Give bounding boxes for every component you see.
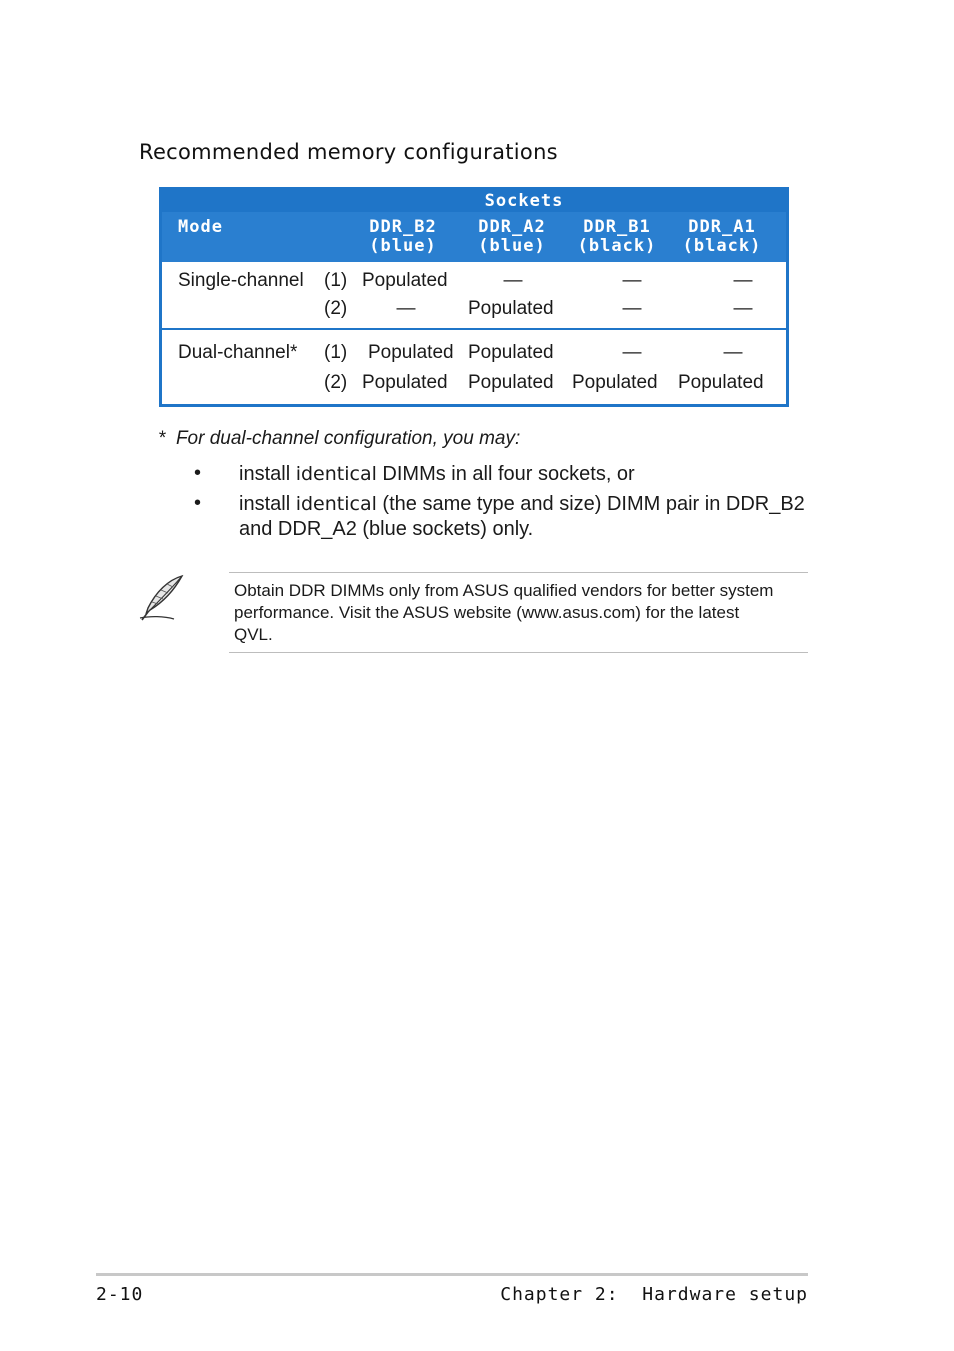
config-cell: (1) [324,270,348,291]
bullet-emphasis: identical [295,493,377,515]
chapter-title: Chapter 2: Hardware setup [500,1284,808,1305]
note-line: performance. Visit the ASUS website (www.asus.com) for the latest [234,603,740,622]
col-header-ddr-a2-color: (blue) [478,236,546,256]
sockets-label: Sockets [484,191,564,211]
col-header-ddr-b1-color: (black) [577,236,657,256]
value-cell: — [396,298,416,319]
bullet-rest: DIMMs in all four sockets, or [376,463,635,485]
footnote-text: * For dual-channel configuration, you may: [158,428,521,449]
value-cell: — [622,342,642,363]
col-header-ddr-a1-color: (black) [682,236,762,256]
bullet-prefix: install [239,493,296,515]
col-header-ddr-a2: DDR_A2 [478,217,546,237]
value-cell: Populated [362,372,448,393]
value-cell: — [733,270,753,291]
footer-rule [96,1273,808,1276]
col-header-ddr-a1: DDR_A1 [688,217,756,237]
page-number: 2-10 [96,1284,144,1305]
value-cell: — [503,270,523,291]
value-cell: — [733,298,753,319]
col-header-ddr-b2-color: (blue) [369,236,437,256]
footnote-bullet-2-cont: and DDR_A2 (blue sockets) only. [239,518,534,540]
note-line: Obtain DDR DIMMs only from ASUS qualified vendors for better system [234,581,774,600]
config-cell: (2) [324,298,348,319]
footnote-bullet-2 [239,492,805,517]
row-divider [162,328,786,330]
mode-cell: Single-channel [178,270,304,291]
value-cell: Populated [368,342,454,363]
bullet-dot: • [194,492,202,514]
bullet-emphasis: identical [295,463,377,485]
value-cell: Populated [468,342,554,363]
value-cell: Populated [468,372,554,393]
col-header-ddr-b1: DDR_B1 [583,217,651,237]
config-cell: (1) [324,342,348,363]
value-cell: — [622,270,642,291]
note-bottom-rule [229,652,808,653]
bullet-dot: • [194,462,202,484]
note-top-rule [229,572,808,573]
mode-cell: Dual-channel* [178,342,298,363]
section-title: Recommended memory configurations [139,140,558,164]
bullet-prefix: install [239,463,296,485]
value-cell: — [622,298,642,319]
value-cell: Populated [678,372,764,393]
mode-header: Mode [178,217,223,237]
feather-pen-icon [138,574,186,624]
note-text [234,580,773,646]
value-cell: Populated [362,270,448,291]
footnote-bullet-1 [239,462,635,487]
value-cell: Populated [572,372,658,393]
memory-config-table [159,187,789,407]
value-cell: Populated [468,298,554,319]
value-cell: — [723,342,743,363]
col-header-ddr-b2: DDR_B2 [369,217,437,237]
note-line: QVL. [234,625,273,644]
table-header [162,190,786,262]
bullet-rest: (the same type and size) DIMM pair in DDR_B2 [376,493,805,515]
config-cell: (2) [324,372,348,393]
